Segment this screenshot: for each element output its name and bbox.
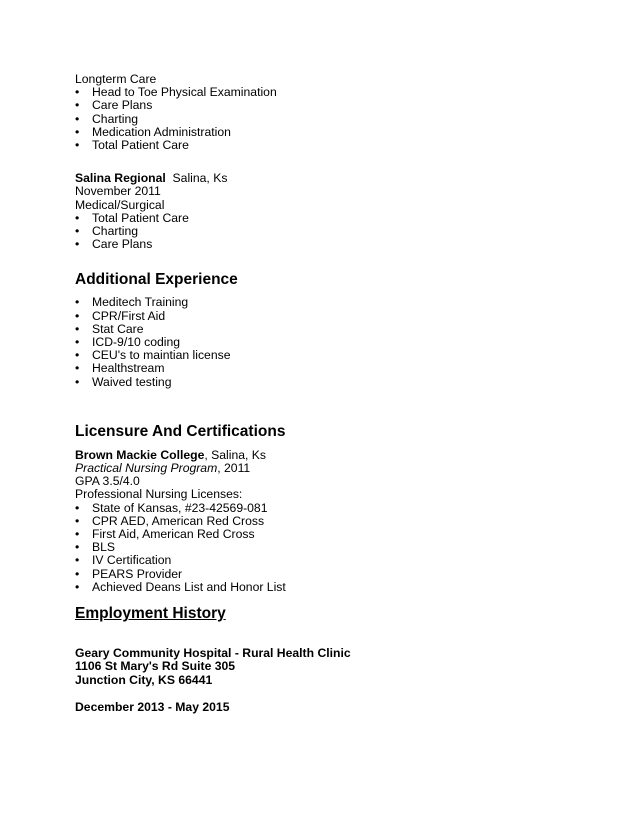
list-item: • Stat Care (75, 323, 575, 336)
list-item: • CPR AED, American Red Cross (75, 515, 575, 528)
school-location: , Salina, Ks (204, 447, 267, 462)
list-item: • Head to Toe Physical Examination (75, 86, 575, 99)
list-item: • Total Patient Care (75, 212, 575, 225)
longterm-care-list (75, 86, 575, 152)
licensure-heading: Licensure And Certifications (75, 422, 286, 440)
list-item: • BLS (75, 541, 575, 554)
gpa: GPA 3.5/4.0 (75, 474, 140, 489)
employment-dates: December 2013 - May 2015 (75, 699, 230, 714)
list-item: • First Aid, American Red Cross (75, 528, 575, 541)
licenses-label: Professional Nursing Licenses: (75, 487, 243, 502)
employer-location: Salina, Ks (172, 171, 228, 186)
licensure-list (75, 502, 575, 594)
resume-page (75, 73, 575, 714)
salina-list (75, 212, 575, 252)
program-name: Practical Nursing Program (75, 461, 218, 476)
longterm-care-title: Longterm Care (75, 72, 157, 86)
list-item: • Care Plans (75, 238, 575, 251)
list-item: • CPR/First Aid (75, 310, 575, 323)
employer-name: Salina Regional (75, 171, 166, 186)
additional-experience-list (75, 296, 575, 388)
list-item: • ICD-9/10 coding (75, 336, 575, 349)
list-item: • Charting (75, 113, 575, 126)
list-item: • Healthstream (75, 362, 575, 375)
employment-history-heading: Employment History (75, 605, 226, 623)
list-item: • CEU's to maintian license (75, 349, 575, 362)
list-item: • Care Plans (75, 99, 575, 112)
list-item: • Waived testing (75, 376, 575, 389)
list-item: • Medication Administration (75, 126, 575, 139)
program-line (75, 462, 575, 475)
employer-address: 1106 St Mary's Rd Suite 305 (75, 659, 236, 674)
school-name: Brown Mackie College (75, 447, 205, 462)
list-item: • Total Patient Care (75, 139, 575, 152)
list-item: • Meditech Training (75, 296, 575, 309)
program-year: , 2011 (217, 461, 251, 476)
employer-name: Geary Community Hospital - Rural Health Clinic (75, 646, 351, 661)
list-item: • PEARS Provider (75, 568, 575, 581)
list-item: • State of Kansas, #23-42569-081 (75, 502, 575, 515)
employer-city: Junction City, KS 66441 (75, 672, 213, 687)
list-item: • Achieved Deans List and Honor List (75, 581, 575, 594)
salina-date: November 2011 (75, 184, 161, 199)
list-item: • Charting (75, 225, 575, 238)
additional-experience-heading: Additional Experience (75, 271, 238, 289)
salina-department: Medical/Surgical (75, 197, 165, 212)
list-item: • IV Certification (75, 554, 575, 567)
